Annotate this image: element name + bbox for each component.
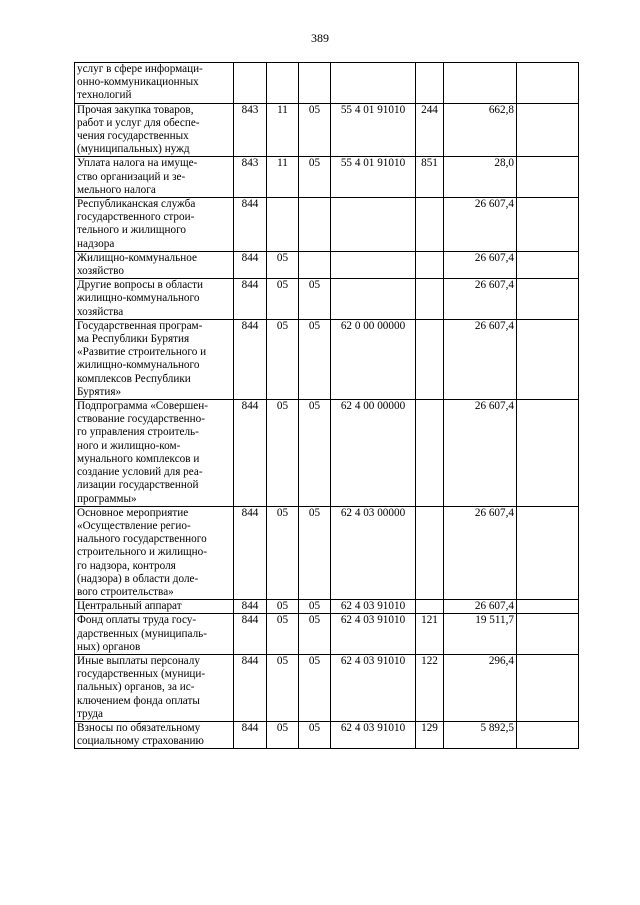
cell-name [75, 198, 234, 252]
table-row [75, 103, 579, 157]
cell-name-line: мельного налога [77, 183, 156, 196]
cell-name-line: Основное мероприятие [77, 506, 189, 519]
cell-name [75, 251, 234, 278]
cell-amount: 26 607,4 [444, 400, 517, 507]
cell-section [267, 198, 299, 252]
cell-name-line: труда [77, 707, 104, 720]
cell-name-line: вого строительства» [77, 585, 174, 598]
cell-section [267, 63, 299, 104]
cell-name-line: ствование государственно- [77, 413, 205, 426]
cell-target-article: 62 4 03 91010 [331, 721, 416, 748]
cell-extra [517, 157, 579, 198]
cell-ved: 844 [234, 654, 267, 721]
budget-table [74, 62, 579, 749]
cell-name-line: хозяйства [77, 305, 124, 318]
cell-expense-type: 129 [416, 721, 444, 748]
cell-expense-type: 244 [416, 103, 444, 157]
cell-ved: 844 [234, 198, 267, 252]
cell-amount: 19 511,7 [444, 614, 517, 655]
cell-amount: 5 892,5 [444, 721, 517, 748]
cell-amount: 26 607,4 [444, 506, 517, 599]
cell-amount: 28,0 [444, 157, 517, 198]
cell-subsection: 05 [299, 600, 331, 614]
cell-name-line: го надзора, контроля [77, 559, 176, 572]
cell-name [75, 600, 234, 614]
cell-name-line: Другие вопросы в области [77, 279, 204, 292]
cell-name-line: ного и жилищно-ком- [77, 439, 181, 452]
cell-target-article: 62 4 03 91010 [331, 614, 416, 655]
cell-name-line: государственных (муници- [77, 668, 206, 681]
cell-ved: 844 [234, 400, 267, 507]
cell-extra [517, 198, 579, 252]
table-row [75, 721, 579, 748]
cell-section: 05 [267, 654, 299, 721]
cell-amount: 26 607,4 [444, 198, 517, 252]
cell-ved: 844 [234, 251, 267, 278]
page-number: 389 [311, 31, 329, 45]
cell-target-article: 62 4 03 91010 [331, 654, 416, 721]
cell-name-line: ных) органов [77, 640, 141, 653]
cell-name-line: услуг в сфере информаци- [77, 63, 203, 75]
cell-name-line: Центральный аппарат [77, 600, 182, 613]
cell-section: 05 [267, 600, 299, 614]
table-row [75, 614, 579, 655]
cell-expense-type [416, 506, 444, 599]
cell-name-line: «Осуществление регио- [77, 519, 191, 532]
table-row [75, 654, 579, 721]
cell-name [75, 103, 234, 157]
cell-name-line: технологий [77, 89, 132, 102]
cell-name-line: создание условий для реа- [77, 466, 203, 479]
cell-name [75, 721, 234, 748]
cell-subsection [299, 198, 331, 252]
table-row [75, 400, 579, 507]
cell-name-line: «Развитие строительного и [77, 346, 207, 359]
cell-section: 05 [267, 400, 299, 507]
cell-amount: 662,8 [444, 103, 517, 157]
cell-name-line: комплексов Республики [77, 372, 191, 385]
cell-target-article [331, 279, 416, 320]
cell-name-line: жилищно-коммунального [77, 359, 200, 372]
cell-ved [234, 63, 267, 104]
cell-ved: 843 [234, 103, 267, 157]
cell-name-line: строительного и жилищно- [77, 546, 207, 559]
table-row [75, 198, 579, 252]
cell-extra [517, 600, 579, 614]
cell-target-article: 62 4 00 00000 [331, 400, 416, 507]
cell-subsection: 05 [299, 654, 331, 721]
cell-subsection [299, 251, 331, 278]
cell-amount: 26 607,4 [444, 279, 517, 320]
cell-name-line: государственного строи- [77, 211, 195, 224]
cell-expense-type [416, 279, 444, 320]
cell-name-line: ство организаций и зе- [77, 170, 186, 183]
cell-name [75, 279, 234, 320]
cell-subsection: 05 [299, 400, 331, 507]
cell-extra [517, 654, 579, 721]
cell-expense-type [416, 400, 444, 507]
cell-ved: 844 [234, 721, 267, 748]
cell-name-line: Подпрограмма «Совершен- [77, 400, 208, 413]
cell-extra [517, 721, 579, 748]
cell-extra [517, 400, 579, 507]
cell-name-line: онно-коммуникационных [77, 76, 199, 89]
cell-name-line: нального государственного [77, 533, 207, 546]
cell-extra [517, 319, 579, 399]
cell-name [75, 319, 234, 399]
table-row [75, 319, 579, 399]
cell-amount: 26 607,4 [444, 319, 517, 399]
cell-target-article [331, 251, 416, 278]
table-row [75, 600, 579, 614]
cell-extra [517, 103, 579, 157]
cell-expense-type [416, 600, 444, 614]
cell-target-article: 62 4 03 00000 [331, 506, 416, 599]
cell-section: 05 [267, 251, 299, 278]
cell-name-line: мунального комплексов и [77, 452, 200, 465]
cell-extra [517, 279, 579, 320]
cell-target-article [331, 63, 416, 104]
cell-name-line: (муниципальных) нужд [77, 143, 190, 156]
cell-expense-type [416, 198, 444, 252]
cell-name [75, 400, 234, 507]
cell-subsection: 05 [299, 721, 331, 748]
cell-ved: 844 [234, 614, 267, 655]
cell-amount: 296,4 [444, 654, 517, 721]
cell-name-line: дарственных (муниципаль- [77, 627, 207, 640]
cell-name-line: работ и услуг для обеспе- [77, 116, 200, 129]
cell-name [75, 614, 234, 655]
cell-subsection [299, 63, 331, 104]
cell-expense-type: 122 [416, 654, 444, 721]
cell-name-line: тельного и жилищного [77, 224, 186, 237]
cell-name-line: хозяйство [77, 265, 124, 278]
cell-name-line: чения государственных [77, 130, 189, 143]
cell-name-line: надзора [77, 237, 115, 250]
cell-name-line: Уплата налога на имуще- [77, 157, 198, 170]
cell-name-line: Иные выплаты персоналу [77, 654, 200, 667]
cell-expense-type: 121 [416, 614, 444, 655]
cell-target-article: 55 4 01 91010 [331, 157, 416, 198]
cell-amount: 26 607,4 [444, 600, 517, 614]
cell-subsection: 05 [299, 319, 331, 399]
cell-name-line: лизации государственной [77, 479, 199, 492]
cell-name-line: Жилищно-коммунальное [77, 251, 197, 264]
cell-name-line: ма Республики Бурятия [77, 333, 190, 346]
cell-name [75, 654, 234, 721]
cell-target-article: 62 4 03 91010 [331, 600, 416, 614]
cell-name-line: (надзора) в области доле- [77, 572, 199, 585]
cell-ved: 844 [234, 506, 267, 599]
cell-target-article [331, 198, 416, 252]
cell-subsection: 05 [299, 157, 331, 198]
cell-name-line: ключением фонда оплаты [77, 694, 200, 707]
cell-name-line: Государственная програм- [77, 319, 203, 332]
table-row [75, 63, 579, 104]
cell-extra [517, 506, 579, 599]
cell-subsection: 05 [299, 103, 331, 157]
cell-section: 05 [267, 721, 299, 748]
cell-ved: 844 [234, 279, 267, 320]
cell-expense-type: 851 [416, 157, 444, 198]
cell-extra [517, 63, 579, 104]
cell-name-line: Прочая закупка товаров, [77, 103, 194, 116]
cell-name-line: пальных) органов, за ис- [77, 681, 195, 694]
cell-ved: 844 [234, 600, 267, 614]
cell-ved: 843 [234, 157, 267, 198]
cell-expense-type [416, 251, 444, 278]
cell-target-article: 62 0 00 00000 [331, 319, 416, 399]
cell-section: 11 [267, 157, 299, 198]
cell-section: 05 [267, 506, 299, 599]
cell-extra [517, 251, 579, 278]
cell-name-line: жилищно-коммунального [77, 292, 200, 305]
cell-subsection: 05 [299, 279, 331, 320]
cell-subsection: 05 [299, 506, 331, 599]
cell-ved: 844 [234, 319, 267, 399]
cell-amount: 26 607,4 [444, 251, 517, 278]
cell-section: 05 [267, 319, 299, 399]
cell-name-line: Взносы по обязательному [77, 721, 201, 734]
cell-subsection: 05 [299, 614, 331, 655]
cell-name-line: программы» [77, 492, 137, 505]
cell-name-line: Республиканская служба [77, 198, 196, 211]
table-body [75, 63, 579, 749]
table-row [75, 251, 579, 278]
cell-section: 05 [267, 614, 299, 655]
cell-name-line: Бурятия» [77, 385, 122, 398]
cell-name [75, 506, 234, 599]
cell-name [75, 157, 234, 198]
cell-section: 05 [267, 279, 299, 320]
cell-name-line: го управления строитель- [77, 426, 199, 439]
cell-name [75, 63, 234, 104]
cell-name-line: Фонд оплаты труда госу- [77, 614, 197, 627]
table-row [75, 157, 579, 198]
cell-target-article: 55 4 01 91010 [331, 103, 416, 157]
cell-expense-type [416, 63, 444, 104]
cell-name-line: социальному страхованию [77, 735, 204, 748]
cell-section: 11 [267, 103, 299, 157]
cell-extra [517, 614, 579, 655]
table-row [75, 506, 579, 599]
cell-expense-type [416, 319, 444, 399]
cell-amount [444, 63, 517, 104]
table-row [75, 279, 579, 320]
